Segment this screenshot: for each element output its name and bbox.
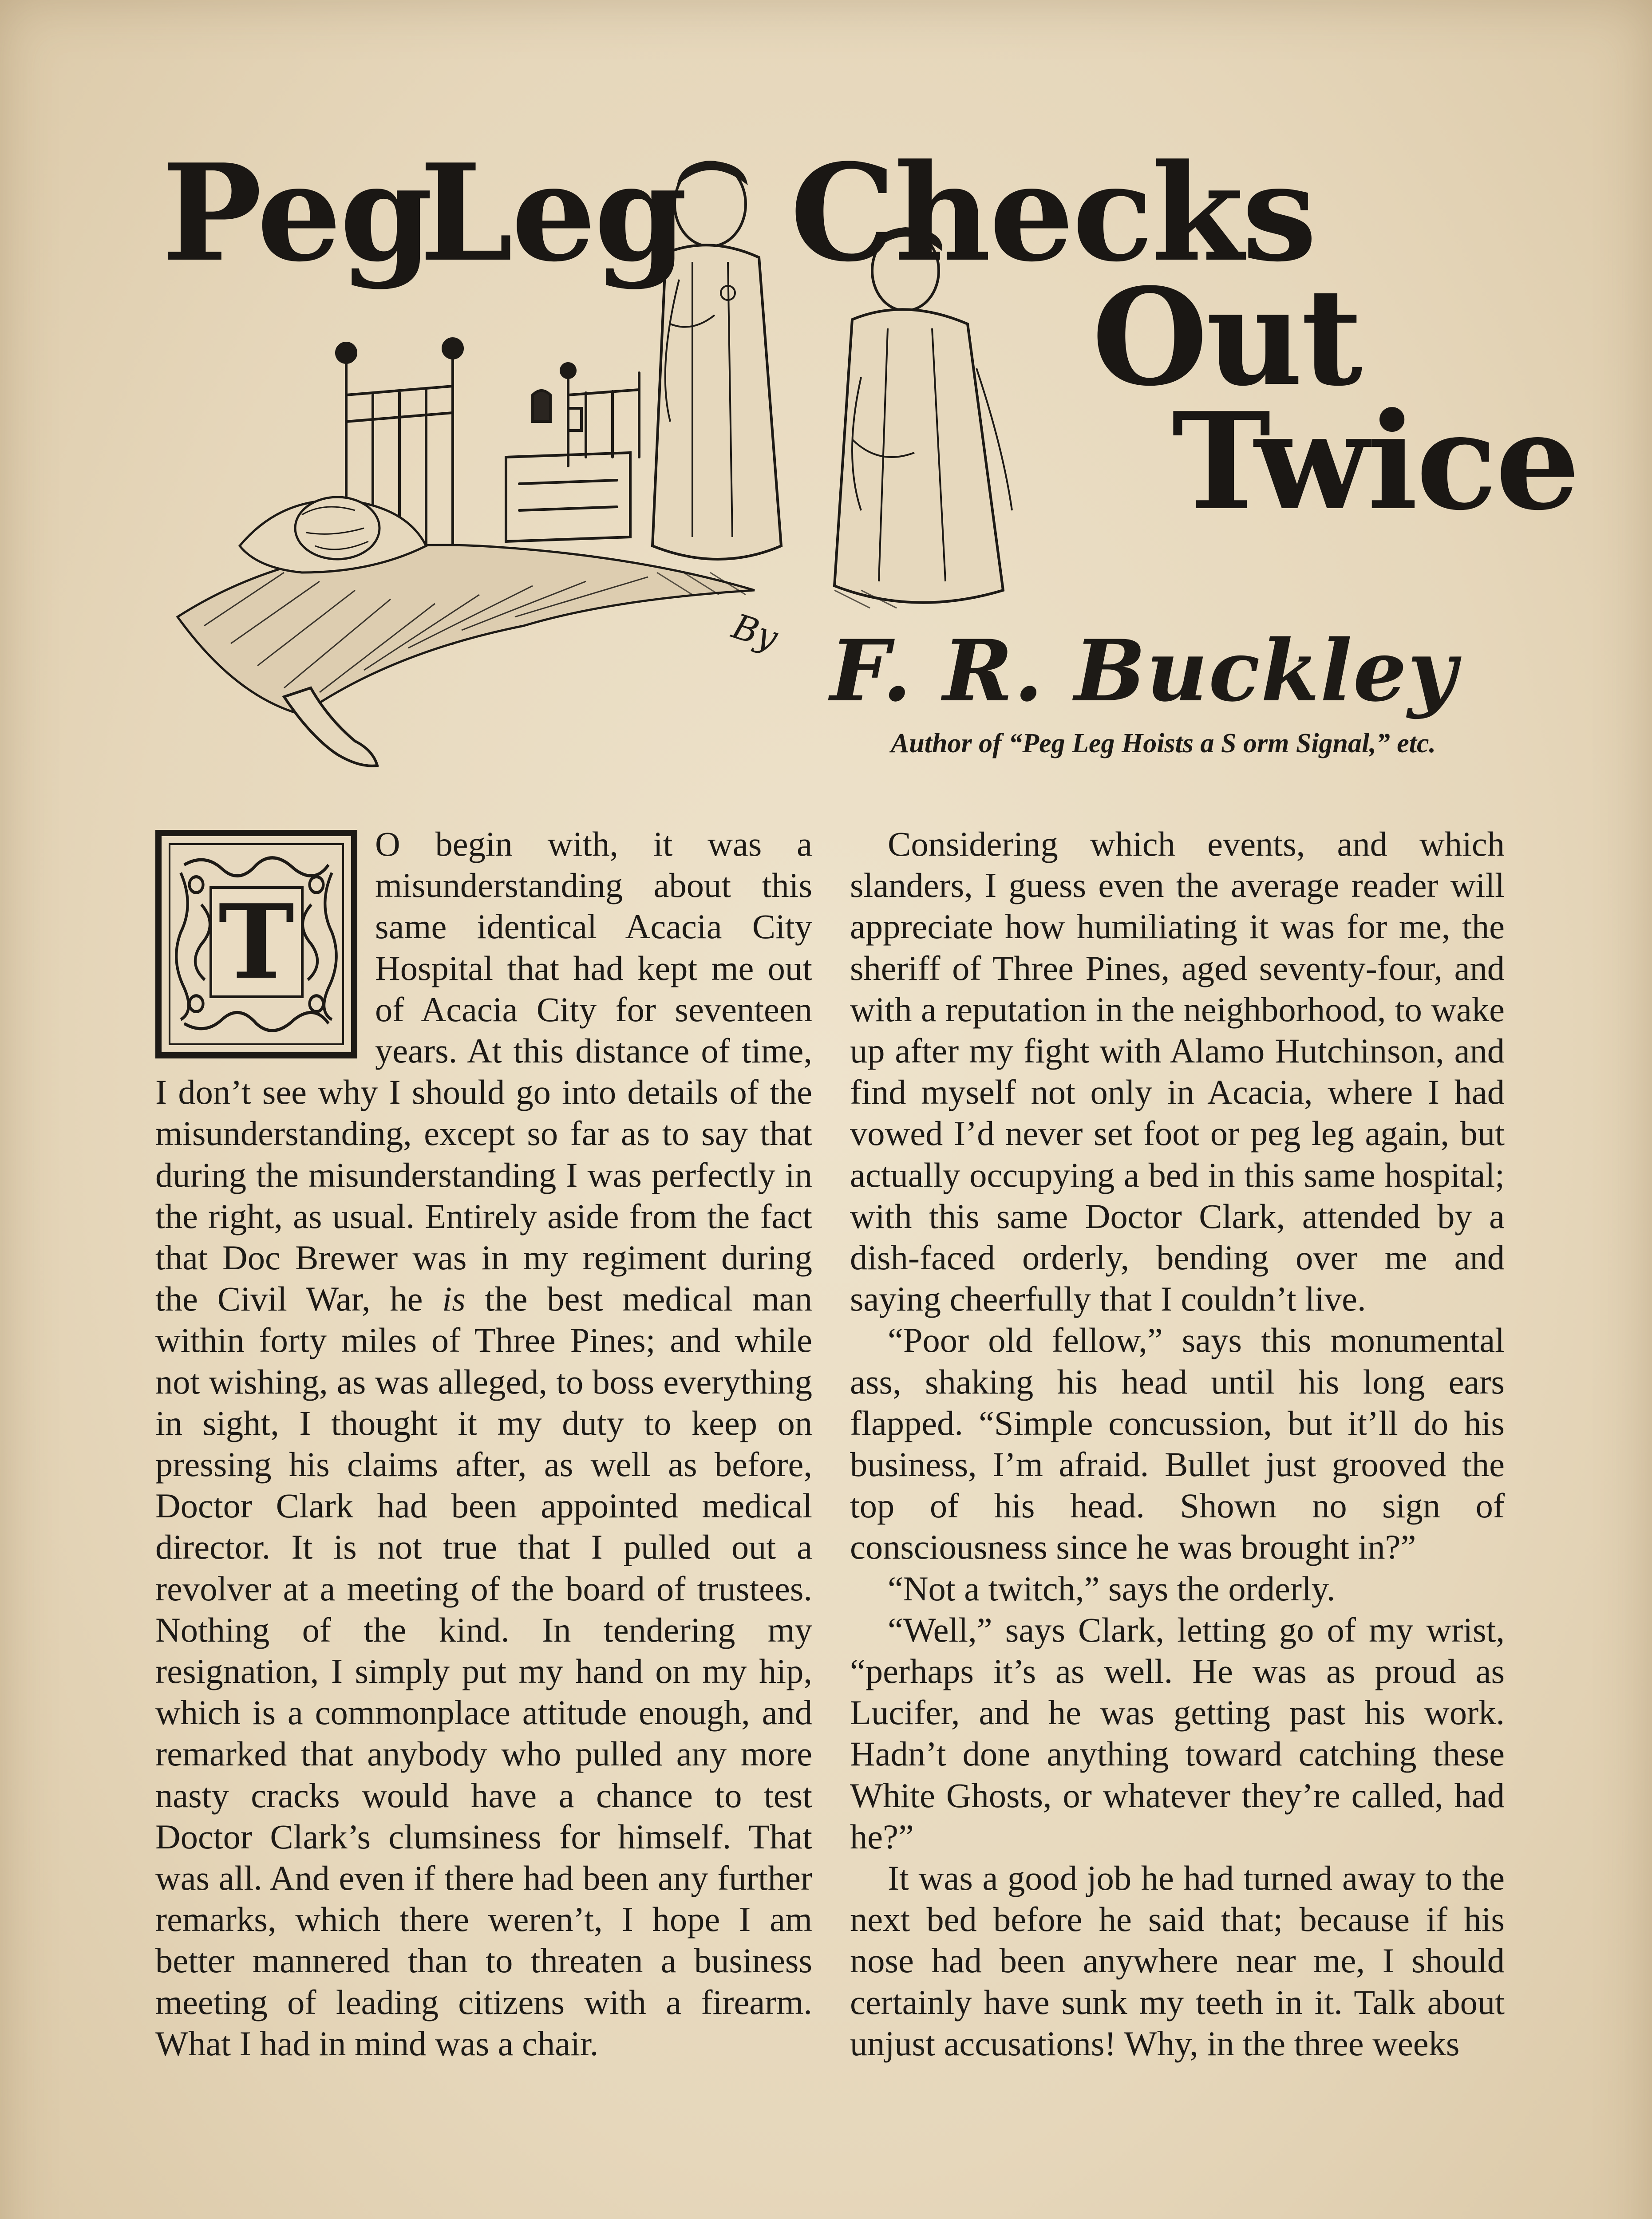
paragraph-text: the best medical man within forty miles of Three Pines; and while not wishing, as was alleged, to boss everything in sight, I thought it my duty to keep on pressing his claims after, as well as before, Doctor Clark had been appointed medical director. It is not true that I pulled out a revolver at a meeting of the board of trustees. Nothing of the kind. In tendering my resignation, I simply put my hand on my hip, which is a commonplace attitude enough, and remarked that anybody who pulled any more nasty cracks would have a chance to test Doctor Clark’s clumsiness for himself. That was all. And even if there had been any further remarks, which there weren’t, I hope I am better mannered than to threaten a business meeting of leading citizens with a firearm. What I had in mind was a chair. — [155, 1279, 813, 2063]
paragraph: It was a good job he had turned away to the next bed before he said that; because if his nose had been anywhere near me, I should certainly have sunk my teeth in it. Talk about unjust accusations! Why, in the three weeks — [850, 1859, 1505, 2063]
drop-cap-letter: T — [209, 886, 304, 998]
story-column-left — [155, 823, 812, 2064]
title-word-out: Out — [1092, 259, 1361, 415]
author-name: F. R. Buckley — [830, 621, 1458, 720]
title-word-checks: Checks — [790, 134, 1316, 291]
ornamental-drop-cap — [155, 830, 357, 1058]
paragraph: “Not a twitch,” says the orderly. — [888, 1569, 1336, 1608]
story-column-right — [850, 823, 1505, 2064]
byline-by: By — [727, 606, 783, 659]
paragraph: “Poor old fellow,” says this monumental ass, shaking his head until his long ears flapped. “Simple concussion, but it’ll do his business, I’m afraid. Bullet just grooved the top of his head. Shown no sign of consciousness since he was brought in?” — [850, 1321, 1505, 1567]
paragraph-text: O begin with, it was a misunderstanding about this same identical Acacia City Hospital that had kept me out of Acacia City for seventeen years. At this distance of time, I don’t see why I should go into details of the misunderstanding, except so far as to say that during the misunderstanding I was perfectly in the right, as usual. Entirely aside from the fact that Doc Brewer was in my regiment during the Civil War, he — [155, 825, 812, 1319]
author-credits: Author of “Peg Leg Hoists a S orm Signal,” etc. — [890, 728, 1436, 758]
emphasis-text: is — [442, 1279, 466, 1319]
paragraph: Considering which events, and which slanders, I guess even the average reader will appreciate how humiliating it was for me, the sheriff of Three Pines, aged seventy-four, and with a reputation in the neighborhood, to wake up after my fight with Alamo Hutchinson, and find myself not only in Acacia, where I had vowed I’d never set foot or peg leg again, but actually occupying a bed in this same hospital; with this same Doctor Clark, attended by a dish-faced orderly, bending over me and saying cheerfully that I couldn’t live. — [850, 825, 1505, 1319]
title-word-peg: Peg — [162, 134, 431, 291]
paragraph: “Well,” says Clark, letting go of my wrist, “perhaps it’s as well. He was as proud as Lucifer, and he was getting past his work. Hadn’t done anything toward catching these White Ghosts, or whatever they’re called, had he?” — [850, 1610, 1505, 1856]
title-word-leg: Leg — [419, 134, 686, 291]
title-word-twice: Twice — [1172, 383, 1579, 540]
